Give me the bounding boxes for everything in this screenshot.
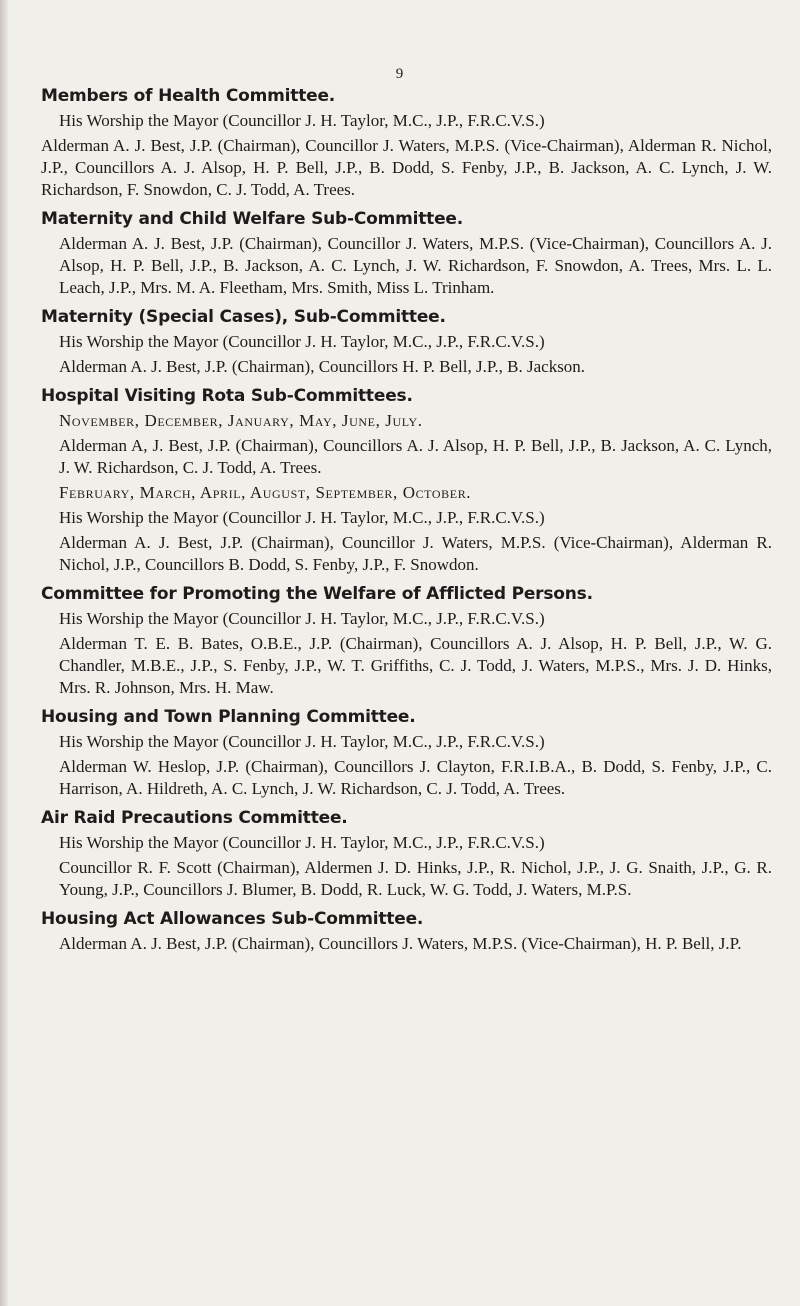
member-list: His Worship the Mayor (Councillor J. H. Taylor, M.C., J.P., F.R.C.V.S.)	[59, 508, 545, 527]
member-list: His Worship the Mayor (Councillor J. H. Taylor, M.C., J.P., F.R.C.V.S.)	[59, 609, 545, 628]
page-edge-shadow	[0, 0, 8, 1306]
section-health-committee	[41, 86, 772, 201]
section-housing-act-allowances	[41, 909, 772, 955]
member-list: Alderman A. J. Best, J.P. (Chairman), Councillor J. Waters, M.P.S. (Vice-Chairman), Councillors A. J. Alsop, H. P. Bell, J.P., B. Jackson, A. C. Lynch, J. W. Richardson, F. Snowdon, A. Trees, Mrs. L. L. Leach, J.P., Mrs. M. A. Fleetham, Mrs. Smith, Miss L. Trinham.	[59, 234, 772, 297]
section-air-raid-precautions	[41, 808, 772, 901]
member-list: Alderman W. Heslop, J.P. (Chairman), Councillors J. Clayton, F.R.I.B.A., B. Dodd, S. Fenby, J.P., C. Harrison, A. Hildreth, A. C. Lynch, J. W. Richardson, C. J. Todd, A. Trees.	[59, 757, 772, 798]
member-list: His Worship the Mayor (Councillor J. H. Taylor, M.C., J.P., F.R.C.V.S.)	[59, 732, 545, 751]
section-heading: Housing and Town Planning Committee.	[41, 707, 416, 727]
page-number: 9	[395, 66, 405, 82]
member-list: Alderman A. J. Best, J.P. (Chairman), Councillor J. Waters, M.P.S. (Vice-Chairman), Alderman R. Nichol, J.P., Councillors A. J. Alsop, H. P. Bell, J.P., B. Dodd, S. Fenby, J.P., B. Jackson, A. C. Lynch, J. W. Richardson, F. Snowdon, C. J. Todd, A. Trees.	[41, 136, 772, 199]
document-body	[41, 86, 772, 963]
month-group: February, March, April, August, September, October.	[59, 483, 472, 502]
member-list: His Worship the Mayor (Councillor J. H. Taylor, M.C., J.P., F.R.C.V.S.)	[59, 833, 545, 852]
member-list: Councillor R. F. Scott (Chairman), Aldermen J. D. Hinks, J.P., R. Nichol, J.P., J. G. Snaith, J.P., G. R. Young, J.P., Councillors J. Blumer, B. Dodd, R. Luck, W. G. Todd, J. Waters, M.P.S.	[59, 858, 772, 899]
section-hospital-visiting-rota	[41, 386, 772, 576]
section-housing-town-planning	[41, 707, 772, 800]
section-heading: Maternity and Child Welfare Sub-Committee.	[41, 209, 464, 229]
member-list: Alderman A. J. Best, J.P. (Chairman), Councillors J. Waters, M.P.S. (Vice-Chairman), H. P. Bell, J.P.	[59, 934, 742, 953]
member-list: His Worship the Mayor (Councillor J. H. Taylor, M.C., J.P., F.R.C.V.S.)	[59, 111, 545, 130]
member-list: Alderman T. E. B. Bates, O.B.E., J.P. (Chairman), Councillors A. J. Alsop, H. P. Bell, J.P., W. G. Chandler, M.B.E., J.P., S. Fenby, J.P., W. T. Griffiths, C. J. Todd, J. Waters, M.P.S., Mrs. J. D. Hinks, Mrs. R. Johnson, Mrs. H. Maw.	[59, 634, 772, 697]
member-list: Alderman A. J. Best, J.P. (Chairman), Councillors H. P. Bell, J.P., B. Jackson.	[59, 357, 586, 376]
section-maternity-child-welfare	[41, 209, 772, 299]
section-heading: Housing Act Allowances Sub-Committee.	[41, 909, 424, 929]
member-list: His Worship the Mayor (Councillor J. H. Taylor, M.C., J.P., F.R.C.V.S.)	[59, 332, 545, 351]
section-afflicted-persons	[41, 584, 772, 699]
month-group: November, December, January, May, June, July.	[59, 411, 423, 430]
member-list: Alderman A, J. Best, J.P. (Chairman), Councillors A. J. Alsop, H. P. Bell, J.P., B. Jackson, A. C. Lynch, J. W. Richardson, C. J. Todd, A. Trees.	[59, 436, 772, 477]
section-heading: Maternity (Special Cases), Sub-Committee.	[41, 307, 446, 327]
section-heading: Committee for Promoting the Welfare of Afflicted Persons.	[41, 584, 593, 604]
section-maternity-special-cases	[41, 307, 772, 378]
section-heading: Hospital Visiting Rota Sub-Committees.	[41, 386, 413, 406]
member-list: Alderman A. J. Best, J.P. (Chairman), Councillor J. Waters, M.P.S. (Vice-Chairman), Alderman R. Nichol, J.P., Councillors B. Dodd, S. Fenby, J.P., F. Snowdon.	[59, 533, 772, 574]
section-heading: Air Raid Precautions Committee.	[41, 808, 348, 828]
section-heading: Members of Health Committee.	[41, 86, 336, 106]
